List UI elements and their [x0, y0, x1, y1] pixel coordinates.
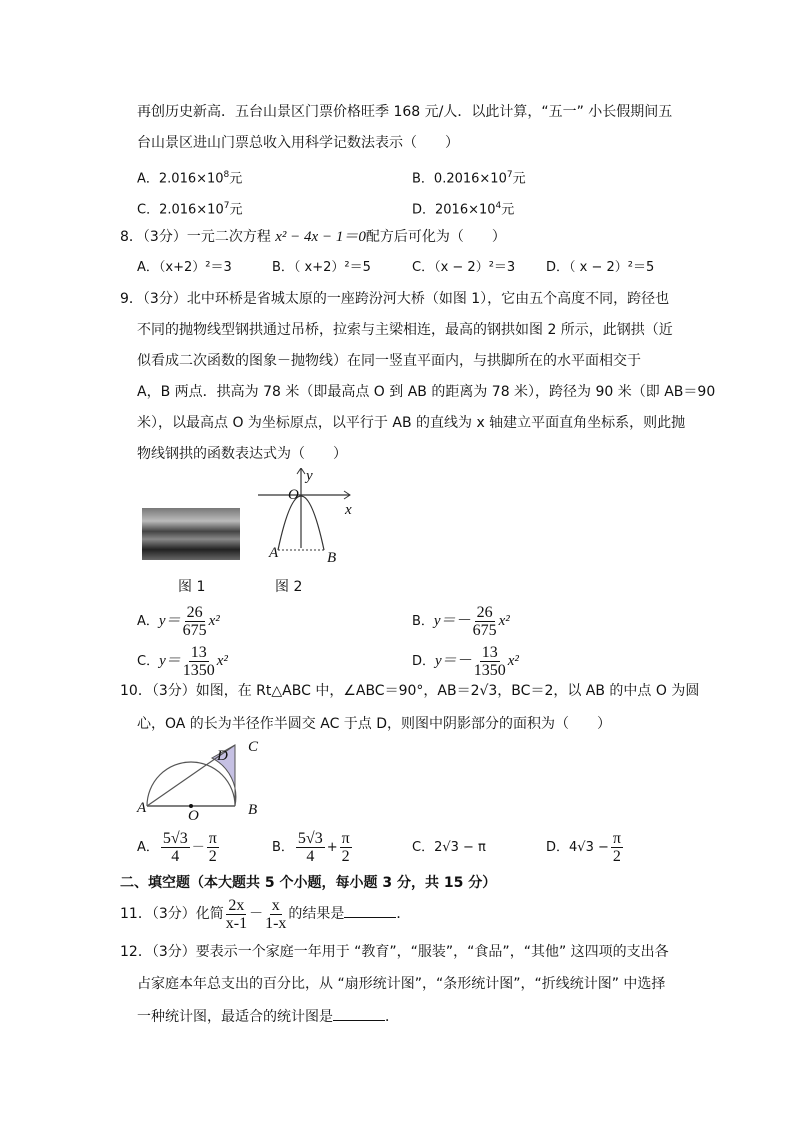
- q7-option-c: [137, 196, 242, 220]
- q9-option-c: [137, 643, 228, 680]
- numerator: x: [271, 896, 280, 914]
- q9-option-a: [137, 603, 220, 640]
- fig2-label-o: O: [288, 487, 299, 503]
- q7-line1: 再创历史新高．五台山景区门票价格旺季 168 元/人．以此计算，“五一” 小长假期间五: [137, 104, 673, 120]
- q7-option-a: [137, 165, 242, 189]
- unit: 元: [229, 202, 243, 218]
- option-label: C．: [137, 654, 160, 669]
- numerator: π: [208, 830, 217, 847]
- operator: +: [326, 840, 338, 855]
- fraction: [183, 604, 207, 639]
- option-post: x²: [507, 653, 519, 669]
- q8-stem: [120, 227, 506, 247]
- denominator: 4: [171, 848, 180, 865]
- numerator: 5√3: [297, 830, 323, 847]
- exponent: 7: [223, 201, 230, 211]
- denominator: 675: [182, 622, 207, 639]
- denominator: 2: [341, 848, 350, 865]
- option-label: A．: [137, 614, 159, 629]
- q11-suffix: 的结果是: [288, 906, 345, 922]
- answer-blank[interactable]: [344, 903, 396, 918]
- fraction: [161, 830, 190, 865]
- bridge-photo: [142, 508, 240, 560]
- fig2-caption: 图 2: [275, 579, 303, 595]
- fig1-caption: 图 1: [178, 579, 206, 595]
- q9-option-b: [412, 603, 510, 640]
- exponent: 4: [495, 201, 502, 211]
- period: ．: [396, 906, 411, 922]
- q9-line: 似看成二次函数的图象－抛物线）在同一竖直平面内，与拱脚所在的水平面相交于: [137, 353, 641, 369]
- unit: 元: [501, 202, 515, 218]
- fraction: [474, 644, 506, 679]
- option-pre: y＝: [159, 653, 181, 669]
- denominator: 1350: [473, 662, 506, 679]
- q9-line: 米），以最高点 O 为坐标原点，以平行于 AB 的直线为 x 轴建立平面直角坐标系，则此抛: [137, 415, 686, 431]
- numerator: 5√3: [162, 830, 188, 847]
- fraction: [265, 897, 286, 932]
- option-post: x²: [208, 613, 220, 629]
- denominator: 1350: [182, 662, 215, 679]
- option-text: D．2016×10: [412, 202, 496, 218]
- q8-option-c: C．（x − 2）²＝3: [412, 260, 516, 275]
- denominator: x-1: [225, 914, 248, 932]
- fig-label-d: D: [217, 748, 228, 764]
- q8-prefix: 8．（3分）一元二次方程: [120, 229, 276, 245]
- option-pre: y＝－: [433, 613, 471, 629]
- option-text: C．2.016×10: [137, 202, 224, 218]
- operator: －: [191, 840, 205, 855]
- period: ．: [385, 1009, 399, 1025]
- q8-option-b: B．（ x+2）²＝5: [272, 260, 371, 275]
- q8-equation: x² − 4x − 1＝0: [275, 229, 366, 245]
- q12-line-text: 一种统计图，最适合的统计图是: [137, 1009, 333, 1025]
- q9-line: 物线钢拱的函数表达式为（ ）: [137, 446, 347, 462]
- q11-prefix: 11．（3分）化简: [120, 906, 224, 922]
- unit: 元: [229, 171, 243, 187]
- option-post: x²: [498, 613, 510, 629]
- fraction: [296, 830, 325, 865]
- fig2-label-a: A: [269, 545, 279, 561]
- q12-line: 12．（3分）要表示一个家庭一年用于 “教育”，“服装”，“食品”，“其他” 这四项的支出各: [120, 944, 669, 960]
- fig-label-o: O: [188, 808, 199, 824]
- q9-line: A，B 两点．拱高为 78 米（即最高点 O 到 AB 的距离为 78 米），跨径为 90 米（即 AB＝90: [137, 384, 716, 400]
- option-text: B．0.2016×10: [412, 171, 507, 187]
- q8-suffix: 配方后可化为（ ）: [365, 229, 506, 245]
- q10-option-c: C．2√3 − π: [412, 840, 486, 855]
- q7-line2: 台山景区进山门票总收入用科学记数法表示（ ）: [137, 135, 459, 151]
- option-label: D．: [546, 840, 570, 855]
- q10-option-d: [546, 828, 625, 868]
- denominator: 675: [472, 622, 497, 639]
- fraction: [207, 830, 219, 865]
- q7-option-b: [412, 165, 526, 189]
- fig-label-b: B: [248, 802, 258, 818]
- option-label: A．: [137, 840, 159, 855]
- fig2-label-b: B: [327, 550, 337, 566]
- numerator: π: [612, 830, 621, 847]
- q9-option-d: [412, 643, 519, 680]
- q12-line: 占家庭本年总支出的百分比，从 “扇形统计图”，“条形统计图”，“折线统计图” 中选择: [137, 976, 666, 992]
- fig-label-c: C: [248, 739, 259, 755]
- q8-option-a: A．（x+2）²＝3: [137, 260, 232, 275]
- q12-line3: [137, 1006, 399, 1027]
- option-pre: 4√3 −: [569, 840, 609, 855]
- numerator: 26: [186, 604, 203, 621]
- operator: －: [249, 906, 264, 922]
- fraction: [183, 644, 215, 679]
- q10-option-a: [137, 828, 221, 868]
- answer-blank[interactable]: [333, 1006, 385, 1021]
- q9-line: 9．（3分）北中环桥是省城太原的一座跨汾河大桥（如图 1），它由五个高度不同，跨径也: [120, 291, 670, 307]
- fig2-label-x: x: [345, 502, 352, 518]
- option-text: A．2.016×10: [137, 171, 224, 187]
- option-pre: y＝: [158, 613, 181, 629]
- q10-line2: 心，OA 的长为半径作半圆交 AC 于点 D，则图中阴影部分的面积为（ ）: [137, 716, 612, 732]
- numerator: 26: [476, 604, 493, 621]
- fig-label-a: A: [137, 800, 147, 816]
- denominator: 1-x: [265, 914, 287, 932]
- option-post: x²: [216, 653, 228, 669]
- numerator: 2x: [228, 896, 245, 914]
- option-label: D．: [412, 654, 436, 669]
- fraction: [226, 897, 247, 932]
- section-heading: 二、填空题（本大题共 5 个小题，每小题 3 分，共 15 分）: [120, 875, 497, 891]
- unit: 元: [512, 171, 526, 187]
- numerator: π: [341, 830, 350, 847]
- fraction: [611, 830, 623, 865]
- numerator: 13: [481, 644, 498, 661]
- denominator: 4: [306, 848, 315, 865]
- option-pre: y＝－: [435, 653, 472, 669]
- fraction: [473, 604, 497, 639]
- q11: [120, 896, 410, 932]
- exponent: 8: [223, 170, 230, 180]
- denominator: 2: [208, 848, 217, 865]
- numerator: 13: [190, 644, 207, 661]
- q9-line: 不同的抛物线型钢拱通过吊桥，拉索与主梁相连，最高的钢拱如图 2 所示，此钢拱（近: [137, 322, 673, 338]
- exponent: 7: [506, 170, 513, 180]
- fig2-label-y: y: [306, 468, 313, 484]
- denominator: 2: [612, 848, 621, 865]
- fraction: [340, 830, 352, 865]
- q10-line1: 10．（3分）如图，在 Rt△ABC 中，∠ABC＝90°，AB＝2√3，BC＝2，以 AB 的中点 O 为圆: [120, 683, 700, 699]
- option-label: B．: [272, 840, 294, 855]
- q7-option-d: [412, 196, 514, 220]
- q8-option-d: D．（ x − 2）²＝5: [546, 260, 655, 275]
- q10-option-b: [272, 828, 354, 868]
- option-label: B．: [412, 614, 434, 629]
